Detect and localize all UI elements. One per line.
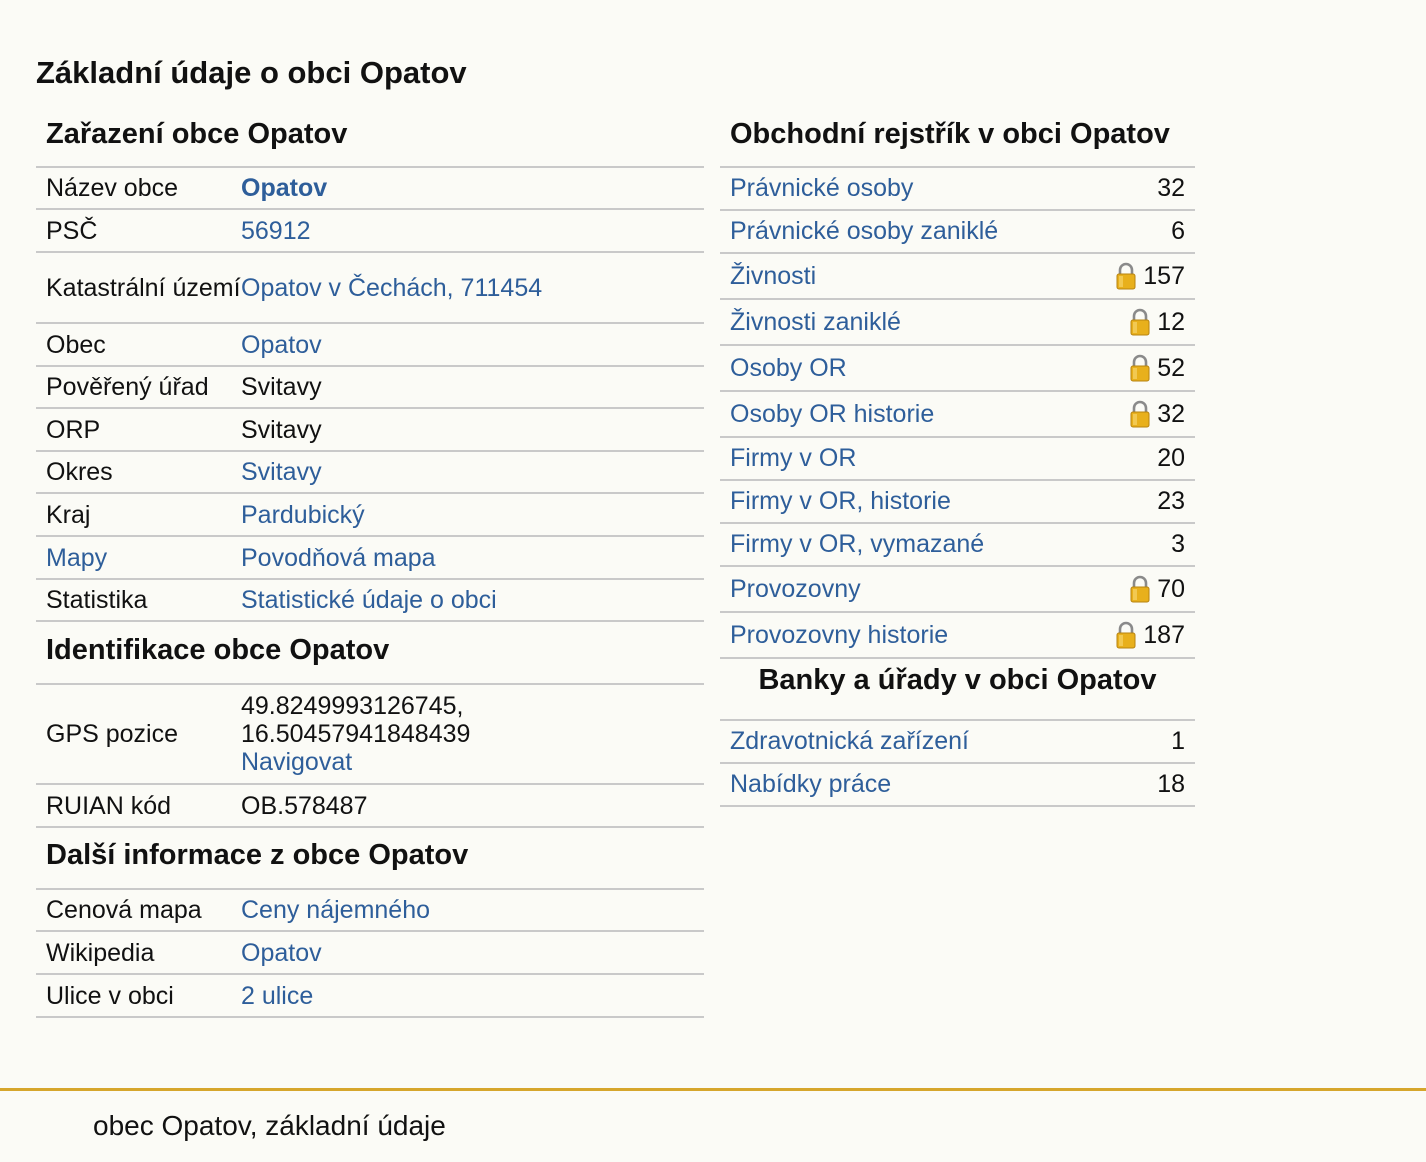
label-obec: Obec	[46, 330, 106, 359]
identifikace-heading: Identifikace obce Opatov	[36, 622, 704, 685]
label-statistika: Statistika	[46, 586, 148, 614]
left-column	[36, 112, 704, 1018]
label-katastralni-uzemi: Katastrální území	[46, 273, 241, 302]
link-katastralni-uzemi[interactable]: Opatov v Čechách, 711454	[241, 273, 543, 302]
count-value: 70	[1157, 574, 1185, 603]
rejstrik-row-pravnicke-osoby-zanikle	[720, 211, 1195, 254]
count-value: 32	[1157, 399, 1185, 428]
lock-icon	[1129, 400, 1151, 428]
info-row-ulice	[36, 975, 704, 1018]
rejstrik-row-zivnosti-zanikle	[720, 300, 1195, 346]
rejstrik-row-osoby-or-historie	[720, 392, 1195, 438]
info-row-cenova-mapa	[36, 890, 704, 932]
label-wikipedia: Wikipedia	[46, 938, 155, 967]
gps-lon: 16.50457941848439	[241, 720, 471, 748]
link-mapy[interactable]: Mapy	[46, 543, 108, 572]
count-value: 6	[1171, 217, 1185, 245]
label-psc: PSČ	[46, 216, 98, 245]
count-value: 187	[1143, 620, 1185, 649]
label-povereny-urad: Pověřený úřad	[46, 373, 209, 401]
rejstrik-row-firmy-v-or-historie	[720, 481, 1195, 524]
label-okres: Okres	[46, 458, 113, 486]
gps-lat: 49.8249993126745,	[241, 692, 464, 720]
label-orp: ORP	[46, 415, 101, 444]
count-provozovny-historie	[1115, 621, 1185, 650]
link-pravnicke-osoby-zanikle[interactable]: Právnické osoby zaniklé	[730, 217, 999, 245]
info-row-nazev	[36, 168, 704, 210]
link-zivnosti[interactable]: Živnosti	[730, 261, 817, 290]
lock-icon	[1129, 575, 1151, 603]
link-firmy-v-or[interactable]: Firmy v OR	[730, 444, 857, 472]
banky-row-zdravotnicka-zarizeni	[720, 721, 1195, 764]
rejstrik-row-provozovny-historie	[720, 613, 1195, 659]
banky-list	[720, 721, 1195, 807]
info-row-mapy	[36, 537, 704, 580]
page-title: Základní údaje o obci Opatov	[36, 55, 467, 90]
navigate-link[interactable]: Navigovat	[241, 748, 353, 776]
label-nazev-obce: Název obce	[46, 174, 179, 202]
count-nabidky-prace: 18	[1157, 770, 1185, 798]
link-osoby-or[interactable]: Osoby OR	[730, 353, 847, 382]
link-osoby-or-historie[interactable]: Osoby OR historie	[730, 399, 935, 428]
link-nazev-obce[interactable]: Opatov	[241, 174, 328, 202]
count-pravnicke-osoby-zanikle	[1171, 217, 1185, 246]
banky-row-nabidky-prace	[720, 764, 1195, 807]
gps-value	[241, 692, 704, 776]
link-nabidky-prace[interactable]: Nabídky práce	[730, 770, 892, 798]
count-firmy-v-or	[1157, 444, 1185, 473]
count-zdravotnicka-zarizeni: 1	[1171, 727, 1185, 755]
count-value: 3	[1171, 530, 1185, 558]
rejstrik-row-firmy-v-or-vymazane	[720, 524, 1195, 567]
rejstrik-list	[720, 168, 1195, 659]
info-row-katastr	[36, 253, 704, 324]
lock-icon	[1115, 262, 1137, 290]
info-row-gps	[36, 685, 704, 785]
count-firmy-v-or-historie	[1157, 487, 1185, 516]
info-row-kraj	[36, 494, 704, 537]
rejstrik-row-osoby-or	[720, 346, 1195, 392]
value-ruian: OB.578487	[241, 791, 368, 820]
count-value: 52	[1157, 353, 1185, 382]
count-osoby-or-historie	[1129, 400, 1185, 429]
info-row-psc	[36, 210, 704, 253]
link-obec[interactable]: Opatov	[241, 330, 322, 359]
link-ceny-najemneho[interactable]: Ceny nájemného	[241, 896, 431, 924]
info-row-okres	[36, 452, 704, 494]
link-ulice[interactable]: 2 ulice	[241, 981, 314, 1010]
count-value: 32	[1157, 174, 1185, 202]
dalsi-heading: Další informace z obce Opatov	[36, 828, 704, 890]
lock-icon	[1115, 621, 1137, 649]
count-zivnosti-zanikle	[1129, 308, 1185, 337]
link-pravnicke-osoby[interactable]: Právnické osoby	[730, 174, 914, 202]
banky-heading: Banky a úřady v obci Opatov	[720, 659, 1195, 721]
count-zivnosti	[1115, 262, 1185, 291]
link-zivnosti-zanikle[interactable]: Živnosti zaniklé	[730, 307, 901, 336]
label-cenova-mapa: Cenová mapa	[46, 896, 202, 924]
info-row-ruian	[36, 785, 704, 828]
link-kraj[interactable]: Pardubický	[241, 500, 365, 529]
link-provozovny[interactable]: Provozovny	[730, 574, 861, 603]
link-firmy-v-or-vymazane[interactable]: Firmy v OR, vymazané	[730, 530, 985, 558]
rejstrik-row-pravnicke-osoby	[720, 168, 1195, 211]
label-gps: GPS pozice	[46, 720, 179, 748]
rejstrik-row-provozovny	[720, 567, 1195, 613]
info-row-povereny-urad	[36, 367, 704, 409]
link-okres[interactable]: Svitavy	[241, 458, 322, 486]
footer-divider	[0, 1088, 1426, 1091]
lock-icon	[1129, 354, 1151, 382]
link-zdravotnicka-zarizeni[interactable]: Zdravotnická zařízení	[730, 727, 969, 755]
count-value: 20	[1157, 444, 1185, 472]
label-ruian: RUIAN kód	[46, 791, 172, 820]
label-ulice: Ulice v obci	[46, 981, 174, 1010]
count-value: 23	[1157, 487, 1185, 515]
zarazeni-heading: Zařazení obce Opatov	[36, 112, 704, 168]
link-psc[interactable]: 56912	[241, 216, 311, 245]
info-row-obec	[36, 324, 704, 367]
footer-text: obec Opatov, základní údaje	[93, 1110, 446, 1141]
info-row-orp	[36, 409, 704, 452]
link-statisticke-udaje[interactable]: Statistické údaje o obci	[241, 586, 497, 614]
count-osoby-or	[1129, 354, 1185, 383]
count-value: 12	[1157, 307, 1185, 336]
link-wikipedia[interactable]: Opatov	[241, 938, 322, 967]
count-pravnicke-osoby	[1157, 174, 1185, 203]
count-value: 157	[1143, 261, 1185, 290]
lock-icon	[1129, 308, 1151, 336]
rejstrik-heading: Obchodní rejstřík v obci Opatov	[720, 112, 1195, 168]
info-row-wikipedia	[36, 932, 704, 975]
info-row-statistika	[36, 580, 704, 622]
rejstrik-row-zivnosti	[720, 254, 1195, 300]
count-provozovny	[1129, 575, 1185, 604]
link-firmy-v-or-historie[interactable]: Firmy v OR, historie	[730, 487, 951, 515]
count-firmy-v-or-vymazane	[1171, 530, 1185, 559]
value-povereny-urad: Svitavy	[241, 373, 322, 401]
right-column	[720, 112, 1195, 807]
label-kraj: Kraj	[46, 500, 91, 529]
link-provozovny-historie[interactable]: Provozovny historie	[730, 620, 949, 649]
value-orp: Svitavy	[241, 415, 322, 444]
link-povodnova-mapa[interactable]: Povodňová mapa	[241, 543, 436, 572]
rejstrik-row-firmy-v-or	[720, 438, 1195, 481]
